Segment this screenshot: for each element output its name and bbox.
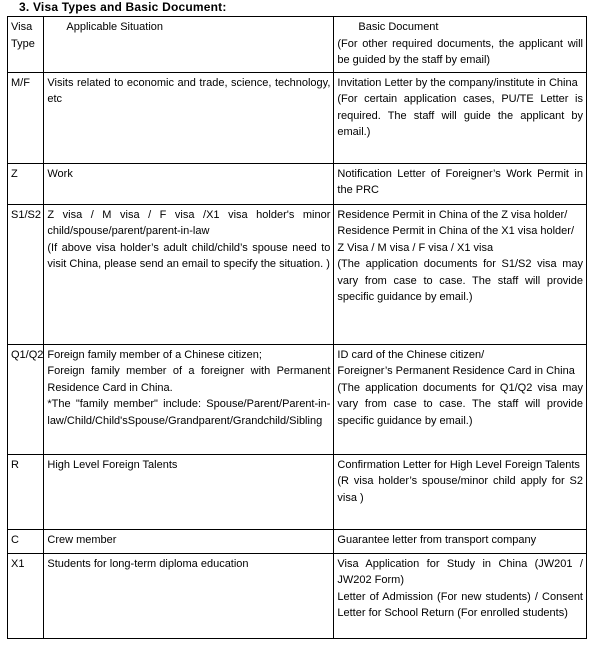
cell-visa-type: S1/S2: [8, 204, 44, 344]
cell-visa-type: R: [8, 454, 44, 529]
section-title: 3. Visa Types and Basic Document:: [19, 0, 227, 14]
situation-line: Visits related to economic and trade, science, technology, etc: [47, 76, 331, 105]
header-situation-label: Applicable Situation: [66, 21, 163, 33]
cell-applicable-situation: [44, 163, 334, 204]
cell-basic-document: [334, 529, 587, 553]
table-row: [8, 529, 587, 553]
cell-basic-document: [334, 204, 587, 344]
cell-basic-document: [334, 72, 587, 163]
situation-line: Students for long-term diploma education: [47, 557, 249, 570]
document-line: Visa Application for Study in China (JW201 / JW202 Form): [337, 557, 583, 586]
document-line: Confirmation Letter for High Level Foreign Talents: [337, 458, 580, 471]
table-row: [8, 204, 587, 344]
cell-applicable-situation: [44, 72, 334, 163]
document-line: (The application documents for S1/S2 visa may vary from case to case. The staff will provide specific guidance by email.): [337, 258, 583, 303]
header-type-line1: Visa: [11, 21, 33, 33]
cell-applicable-situation: [44, 344, 334, 454]
cell-applicable-situation: [44, 454, 334, 529]
table-row: [8, 553, 587, 638]
document-line: (For certain application cases, PU/TE Letter is required. The staff will guide the applicant by email.): [337, 93, 583, 138]
table-header-row: [8, 17, 587, 73]
situation-line: Foreign family member of a Chinese citizen;: [47, 348, 262, 361]
visa-types-table: [7, 16, 587, 639]
cell-basic-document: [334, 553, 587, 638]
header-basic-document: [334, 17, 587, 73]
table-row: [8, 344, 587, 454]
cell-applicable-situation: [44, 529, 334, 553]
table-row: [8, 454, 587, 529]
table-row: [8, 163, 587, 204]
document-line: (The application documents for Q1/Q2 visa may vary from case to case. The staff will provide specific guidance by email.): [337, 381, 583, 427]
document-line: Notification Letter of Foreigner’s Work Permit in the PRC: [337, 167, 583, 196]
document-line: Foreigner’s Permanent Residence Card in China: [337, 365, 575, 377]
situation-line: Crew member: [47, 533, 117, 546]
cell-visa-type: M/F: [8, 72, 44, 163]
document-line: Z Visa / M visa / F visa / X1 visa: [337, 241, 494, 254]
document-line: Residence Permit in China of the X1 visa holder/: [337, 225, 575, 237]
header-visa-type: [8, 17, 44, 73]
document-line: Guarantee letter from transport company: [337, 533, 537, 546]
document-line: Invitation Letter by the company/institute in China: [337, 76, 578, 89]
cell-visa-type: C: [8, 529, 44, 553]
document-line: (R visa holder’s spouse/minor child apply for S2 visa ): [337, 475, 583, 504]
cell-applicable-situation: [44, 553, 334, 638]
cell-visa-type: X1: [8, 553, 44, 638]
cell-basic-document: [334, 163, 587, 204]
situation-line: *The "family member" include: Spouse/Parent/Parent-in-law/Child/Child'sSpouse/Grandparent/Grandchild/Sibling: [47, 398, 331, 427]
situation-line: Work: [47, 167, 73, 180]
situation-line: Foreign family member of a foreigner with Permanent Residence Card in China.: [47, 365, 331, 394]
document-line: Residence Permit in China of the Z visa holder/: [337, 208, 568, 221]
header-type-line2: Type: [11, 37, 35, 50]
situation-line: (If above visa holder’s adult child/child’s spouse need to visit China, please send an email to specify the situation. ): [47, 241, 331, 270]
header-document-note: (For other required documents, the applicant will be guided by the staff by email): [337, 37, 583, 66]
header-document-label: Basic Document: [358, 21, 439, 33]
document-line: Letter of Admission (For new students) / Consent Letter for School Return (For enrolled students): [337, 590, 583, 619]
cell-applicable-situation: [44, 204, 334, 344]
cell-visa-type: Q1/Q2: [8, 344, 44, 454]
situation-line: High Level Foreign Talents: [47, 458, 178, 471]
situation-line: Z visa / M visa / F visa /X1 visa holder's minor child/spouse/parent/parent-in-law: [47, 208, 331, 237]
cell-basic-document: [334, 454, 587, 529]
table-row: [8, 72, 587, 163]
cell-basic-document: [334, 344, 587, 454]
header-applicable-situation: [44, 17, 334, 73]
cell-visa-type: Z: [8, 163, 44, 204]
document-line: ID card of the Chinese citizen/: [337, 348, 485, 361]
